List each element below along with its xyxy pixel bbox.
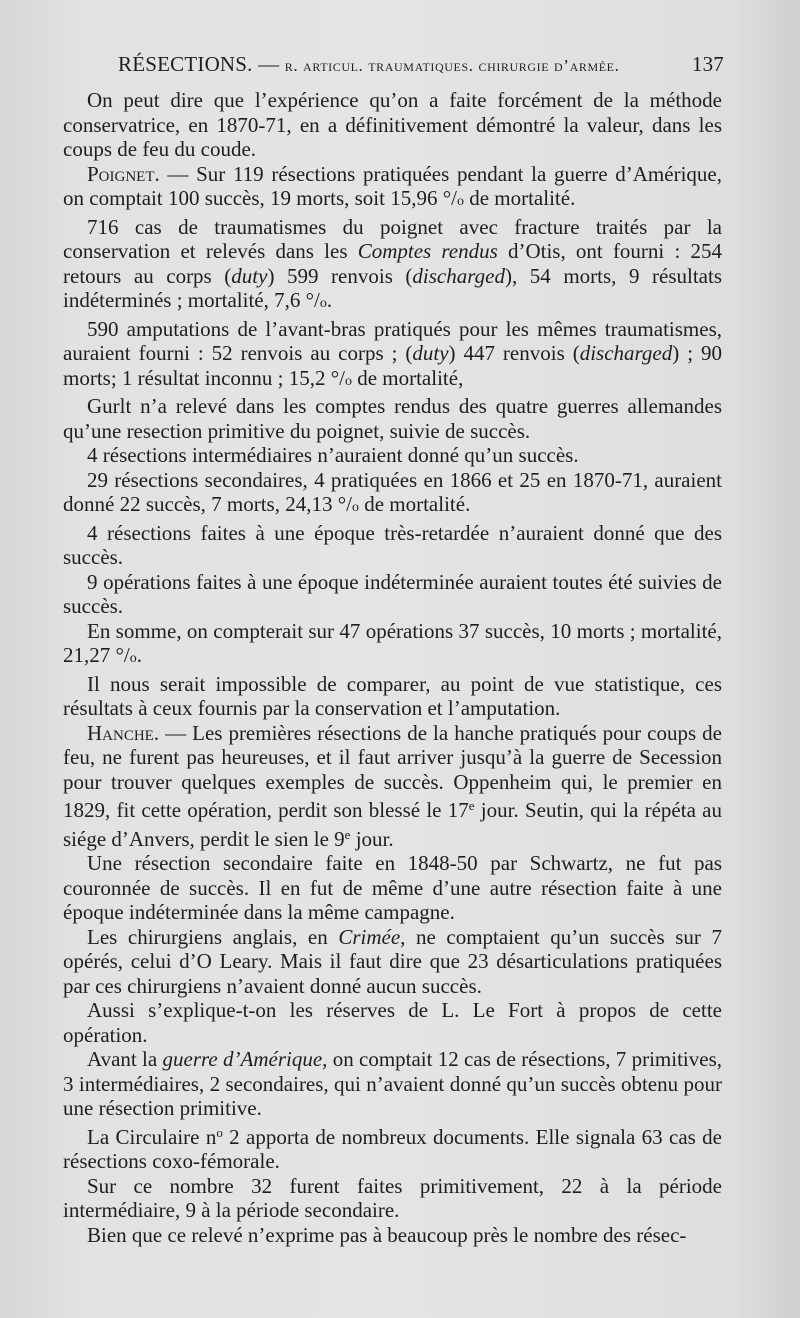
text-run: jour. — [350, 826, 394, 851]
paragraph — [63, 1121, 722, 1174]
text-run: de mortalité, — [351, 365, 464, 390]
text-run: Gurlt n’a relevé dans les comptes rendus des quatre guerres allemandes qu’une resection primitive du poignet, suivie de succès. — [63, 394, 722, 443]
text-run: . — [136, 643, 142, 667]
text-run: o — [344, 373, 352, 389]
text-run: discharged — [579, 341, 673, 365]
header-subtitle: r. articul. traumatiques. chirurgie d’armée. — [284, 56, 620, 75]
paragraph — [63, 672, 722, 721]
text-run: d’Otis, ont fourni : 254 retours au corps ( — [63, 239, 722, 288]
text-run: ), 54 morts, 9 résultats indéterminés ; mortalité, 7,6 °/ — [63, 263, 722, 312]
text-run: discharged — [412, 263, 505, 288]
text-run: Les chirurgiens anglais, en — [87, 924, 339, 949]
text-run: . — [326, 288, 333, 312]
paragraph — [63, 394, 722, 443]
text-run: 4 résections faites à une époque très-retardée n’auraient donné que des succès. — [63, 520, 722, 569]
text-run: ) 447 renvois ( — [448, 341, 580, 365]
paragraph — [63, 1223, 722, 1248]
running-header — [118, 52, 724, 82]
paragraph — [63, 721, 722, 852]
text-run: , on comptait 12 cas de résections, 7 primitives, 3 intermédiaires, 2 secondaires, qui n’avaient donné qu’un succès obtenu pour une résection primitive. — [63, 1047, 723, 1120]
text-run: ) ; 90 morts; 1 résultat inconnu ; 15,2 °/ — [63, 341, 722, 390]
text-run: 9 opérations faites à une époque indéterminée auraient toutes été suivies de succès. — [63, 569, 722, 618]
text-run: jour. Seutin, qui la répéta au siége d’Anvers, perdit le sien le 9 — [63, 798, 722, 851]
text-run: En somme, on compterait sur 47 opérations 37 succès, 10 morts ; mortalité, 21,27 °/ — [63, 618, 722, 667]
text-run: o — [351, 500, 359, 515]
paragraph — [63, 851, 722, 925]
text-run: ) 599 renvois ( — [267, 263, 413, 288]
paragraph — [63, 468, 722, 521]
text-run: de mortalité. — [463, 186, 576, 210]
text-run: , ne comptaient qu’un succès sur 7 opérés, celui d’O Leary. Mais il faut dire que 23 désarticulations pratiquées par ces chirurgiens n’avaient donné aucun succès. — [63, 924, 722, 998]
page-number: 137 — [691, 52, 724, 76]
header-dash: — — [252, 52, 285, 76]
text-run: de mortalité. — [358, 492, 471, 516]
text-run: 4 résections intermédiaires n’auraient donné qu’un succès. — [87, 443, 579, 467]
paragraph — [63, 317, 722, 395]
text-run: Hanche. — [87, 720, 160, 745]
header-left — [118, 52, 619, 77]
paragraph — [63, 925, 722, 999]
text-run: Aussi s’explique-t-on les réserves de L. Le Fort à propos de cette opération. — [63, 998, 722, 1047]
text-run: 590 amputations de l’avant-bras pratiqués pour les mêmes traumatismes, auraient fourni : 52 renvois au corps ; ( — [63, 316, 722, 365]
paragraph — [63, 998, 722, 1047]
text-run: o — [129, 651, 137, 666]
text-run: — Sur 119 résections pratiquées pendant la guerre d’Amérique, on comptait 100 succès, 19 morts, soit 15,96 °/ — [63, 161, 722, 210]
text-run: 716 cas de traumatismes du poignet avec fracture traités par la conservation et relevés dans les — [63, 214, 722, 263]
paragraph — [63, 1047, 722, 1121]
text-run: Bien que ce relevé n’exprime pas à beaucoup près le nombre des résec- — [87, 1222, 687, 1247]
paragraph — [63, 162, 722, 215]
paragraph — [63, 570, 722, 619]
text-run: e — [468, 798, 475, 813]
paragraph — [63, 443, 722, 468]
text-run: Comptes rendus — [357, 239, 498, 263]
text-run: o — [319, 296, 327, 311]
text-run: duty — [412, 341, 449, 365]
text-run: duty — [231, 263, 268, 288]
paragraph — [63, 88, 722, 162]
text-run: Sur ce nombre 32 furent faites primitivement, 22 à la période intermédiaire, 9 à la période secondaire. — [63, 1173, 722, 1222]
text-run: 29 résections secondaires, 4 pratiquées en 1866 et 25 en 1870-71, auraient donné 22 succès, 7 morts, 24,13 °/ — [63, 467, 722, 516]
text-run: Crimée — [338, 924, 401, 949]
paragraph — [63, 521, 722, 570]
text-run: Avant la — [87, 1047, 163, 1071]
text-run: guerre d’Amérique — [162, 1047, 323, 1071]
text-run: o — [456, 194, 464, 209]
paragraph — [63, 215, 722, 317]
text-run: On peut dire que l’expérience qu’on a faite forcément de la méthode conservatrice, en 1870-71, en a définitivement démontré la valeur, dans les coups de feu du coude. — [63, 88, 722, 161]
body-text — [63, 88, 722, 1247]
text-run: — Les premières résections de la hanche pratiqués pour coups de feu, ne furent pas heureuses, et il faut arriver jusqu’à la guerre de Secession pour trouver quelques exemples de succès. Oppenheim qui, le premier en 1829, fit cette opération, perdit son blessé le 17 — [63, 720, 722, 822]
text-run: o — [216, 1124, 223, 1140]
header-title: RÉSECTIONS. — [118, 52, 253, 76]
text-run: Poignet. — [87, 161, 160, 186]
paragraph — [63, 1174, 722, 1223]
text-run: Une résection secondaire faite en 1848-50 par Schwartz, ne fut pas couronnée de succès. Il en fut de même d’une autre résection faite à une époque indéterminée dans la même campagne. — [63, 851, 722, 924]
text-run: 2 apporta de nombreux documents. Elle signala 63 cas de résections coxo-fémorale. — [63, 1124, 723, 1173]
paragraph — [63, 619, 722, 672]
text-run: Il nous serait impossible de comparer, au point de vue statistique, ces résultats à ceux fournis par la conservation et l’amputation. — [63, 671, 722, 720]
text-run: e — [344, 826, 351, 842]
text-run: La Circulaire n — [87, 1124, 217, 1149]
